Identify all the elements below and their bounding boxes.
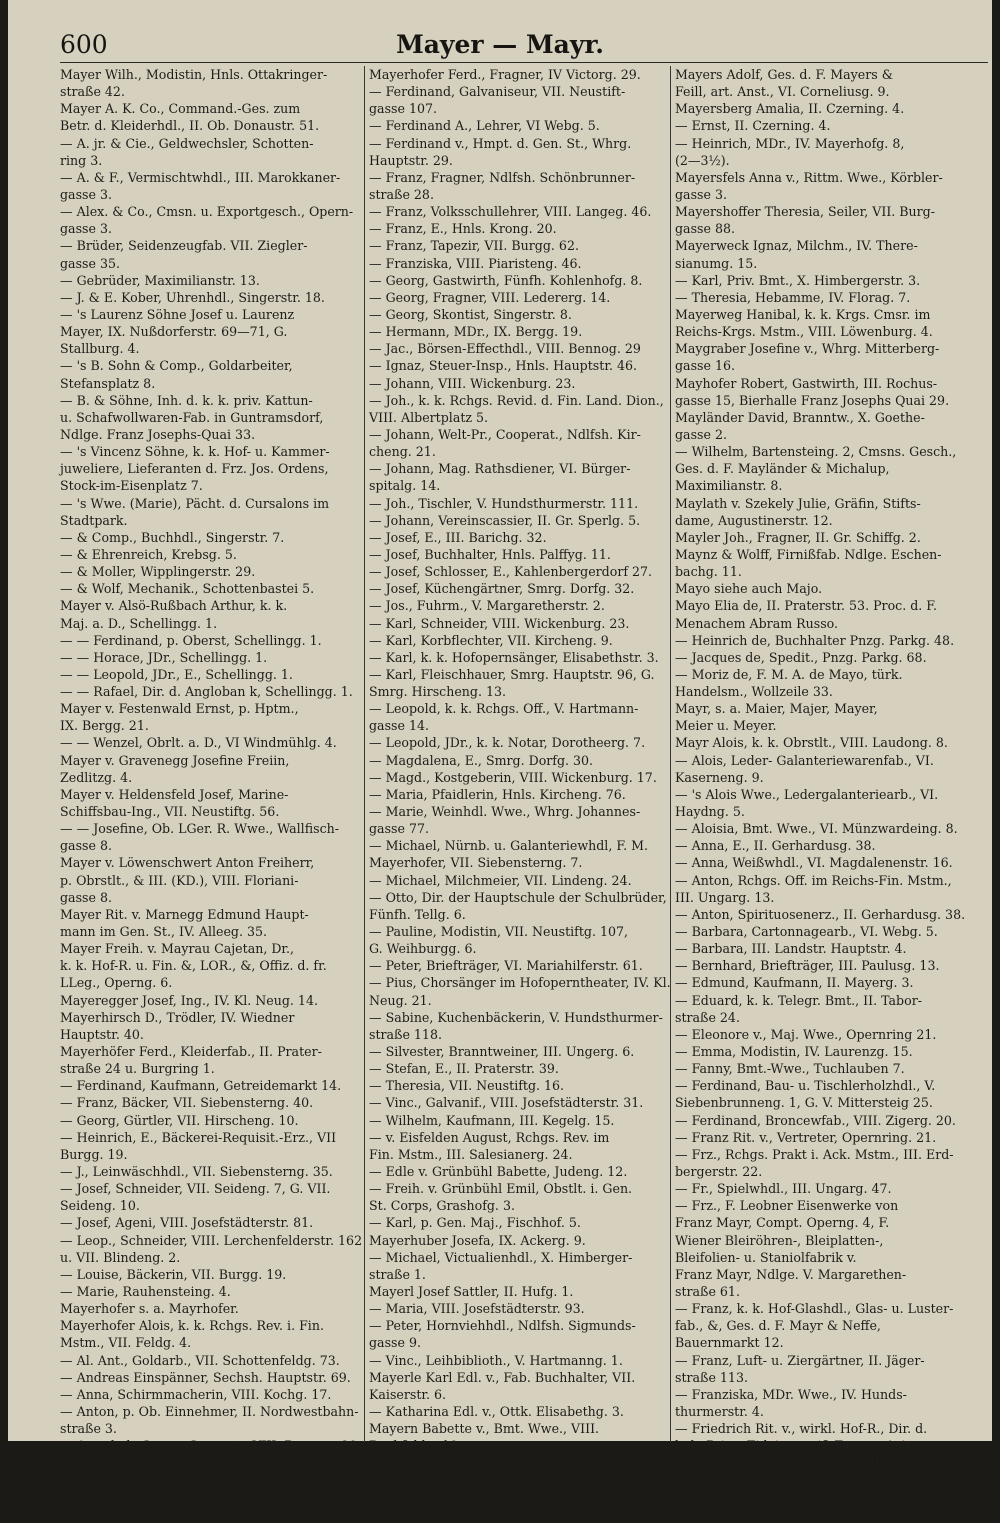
entry-line: Hauptstr. 40. — [60, 1026, 144, 1042]
entry-line: Stefansplatz 8. — [60, 375, 156, 391]
entry-line: — Franz, Volksschullehrer, VIII. Langeg. 46. — [369, 204, 652, 220]
entry-line: — — Josefine, Ob. LGer. R. Wwe., Wallfisch- — [60, 821, 339, 837]
entry-line: Mayer Wilh., Modistin, Hnls. Ottakringer- — [60, 67, 328, 82]
entry-line: — Ignaz, Steuer-Insp., Hnls. Hauptstr. 46. — [369, 358, 638, 374]
entry-line: straße 24. — [675, 1009, 740, 1025]
entry-line: Bauernmarkt 12. — [675, 1335, 784, 1351]
entry-line: Siebenbrunneng. 1, G. V. Mittersteig 25. — [675, 1095, 933, 1111]
entry-line: Reichs-Krgs. Mstm., VIII. Löwenburg. 4. — [675, 324, 933, 340]
entry-line: — Pauline, Modistin, VII. Neustiftg. 107, — [369, 924, 629, 940]
entry-line: Mayerhöfer Ferd., Kleiderfab., II. Prater- — [60, 1044, 322, 1060]
entry-line: III. Ungarg. 13. — [675, 889, 775, 905]
entry-line: — Franz, Fragner, Ndlfsh. Schönbrunner- — [369, 169, 636, 185]
entry-line: — Johann, Vereinscassier, II. Gr. Sperlg. 5. — [369, 512, 641, 528]
entry-line: — Marie, Weinhdl. Wwe., Whrg. Johannes- — [369, 804, 641, 820]
entry-line: — Maria, VIII. Josefstädterstr. 93. — [369, 1301, 585, 1317]
entry-line: Smrg. Hirscheng. 13. — [369, 684, 506, 700]
entry-line: — Anton, Rchgs. Off. im Reichs-Fin. Mstm., — [675, 872, 952, 888]
entry-line: gasse 107. — [369, 101, 437, 117]
entry-line: — Josef, Küchengärtner, Smrg. Dorfg. 32. — [369, 581, 635, 597]
column-left — [60, 66, 363, 1522]
entry-line: Handelsm., Wollzeile 33. — [675, 684, 833, 700]
entry-line: — — Ferdinand, p. Oberst, Schellingg. 1. — [60, 632, 322, 648]
entry-line: — Sabine, Kuchenbäckerin, V. Hundsthurmer- — [369, 1009, 663, 1025]
entry-line: — Josef, Ageni, VIII. Josefstädterstr. 81. — [60, 1215, 314, 1231]
entry-line: straße 61. — [675, 1283, 740, 1299]
entry-line: — Georg, Skontist, Singerstr. 8. — [369, 306, 572, 322]
entry-line: — Ferdinand v., Hmpt. d. Gen. St., Whrg. — [369, 135, 632, 151]
entry-line: gasse 8. — [60, 889, 112, 905]
entry-line: gasse 2. — [675, 426, 727, 442]
entry-line: — Leop., Schneider, VIII. Lerchenfelderstr. 162 — [60, 1232, 363, 1248]
entry-line: Mstm., III. Landstr. Hauptstr. 74. — [369, 1489, 581, 1505]
entry-line: — Franz, E., Hnls. Krong. 20. — [369, 221, 557, 237]
entry-line: — — Horace, JDr., Schellingg. 1. — [60, 649, 268, 665]
entry-line: — Franz, k. k. Hof-Glashdl., Glas- u. Luster- — [675, 1301, 954, 1317]
entry-line: gasse 14. — [369, 718, 429, 734]
entry-line: Schiffsbau-Ing., VII. Neustiftg. 56. — [60, 804, 280, 820]
entry-line: Franz Mayr, Compt. Operng. 4, F. — [675, 1215, 890, 1231]
entry-line: — Theresia, Hebamme, IV. Florag. 7. — [675, 289, 911, 305]
entry-line: — Barbara, III. Landstr. Hauptstr. 4. — [675, 941, 907, 957]
entry-line: Mayersfels Anna v., Rittm. Wwe., Körbler- — [675, 169, 943, 185]
entry-line: — Josef, Buchhalter, Hnls. Palffyg. 11. — [369, 546, 611, 562]
entry-line: straße 28. — [369, 186, 434, 202]
entry-line: Hauptstr. 29. — [369, 152, 453, 168]
entry-line: — Jac., Börsen-Effecthdl., VIII. Bennog. 29 — [369, 341, 641, 357]
entry-line: — Karl, k. k. Hofopernsänger, Elisabethstr. 3. — [369, 649, 659, 665]
column-middle — [364, 66, 671, 1522]
entry-line: — Franz, Luft- u. Ziergärtner, II. Jäger- — [675, 1352, 925, 1368]
entry-line: — Ernst, II. Czerning. 4. — [675, 118, 831, 134]
entry-line: Burgg. 19. — [60, 1146, 128, 1162]
entry-line: k. k. Priv.-, Fideicommiß-Fam. u. Avit. — [675, 1438, 915, 1454]
column-right — [670, 66, 971, 1522]
entry-line: p. Obrstlt., & III. (KD.), VIII. Floriani- — [60, 872, 299, 888]
entry-line: Mayerhofer, VII. Siebensterng. 7. — [369, 855, 583, 871]
entry-line: Haydng. 5. — [675, 804, 745, 820]
entry-line: St. Corps, Grashofg. 3. — [369, 1198, 515, 1214]
entry-line: gasse 16. — [675, 358, 735, 374]
entry-line: — Michael, Milchmeier, VII. Lindeng. 24. — [369, 872, 632, 888]
entry-line: — 's B. Sohn & Comp., Goldarbeiter, — [60, 358, 293, 374]
entry-line: — Georg, Fragner, VIII. Ledererg. 14. — [369, 289, 611, 305]
entry-line: — Franz, Tapezir, VII. Burgg. 62. — [369, 238, 579, 254]
entry-line: thurmerstr. 4. — [675, 1403, 764, 1419]
entry-line: spitalg. 14. — [369, 478, 441, 494]
entry-line: — 's Wwe. (Marie), Pächt. d. Cursalons im — [60, 495, 330, 511]
entry-line: — v. Eisfelden August, Rchgs. Rev. im — [369, 1129, 610, 1145]
entry-line: gasse 8. — [60, 838, 112, 854]
entry-line: gasse 3. — [675, 186, 727, 202]
entry-line: Mayer v. Heldensfeld Josef, Marine- — [60, 786, 289, 802]
entry-line: — Magdalena, E., Smrg. Dorfg. 30. — [369, 752, 594, 768]
entry-line: — B. & Söhne, Inh. d. k. k. priv. Kattun- — [60, 392, 313, 408]
entry-line: Mayer, IX. Nußdorferstr. 69—71, G. — [60, 324, 288, 340]
entry-line: — Barbara, Cartonnagearb., VI. Webg. 5. — [675, 924, 938, 940]
entry-line: — J. & E. Kober, Uhrenhdl., Singerstr. 18. — [60, 289, 325, 305]
entry-line: — & Wolf, Mechanik., Schottenbastei 5. — [60, 581, 315, 597]
entry-line: — Otto, Dir. der Hauptschule der Schulbrüder, — [369, 889, 667, 905]
entry-line: ring 3. — [60, 152, 103, 168]
entry-line: — Maria, Pfaidlerin, Hnls. Kircheng. 76. — [369, 786, 626, 802]
entry-line: Stadtpark. — [60, 512, 128, 528]
entry-line: — Wilhelm, Kaufmann, III. Kegelg. 15. — [369, 1112, 615, 1128]
entry-line: gasse 9. — [369, 1335, 421, 1351]
entry-line: Mayern Babette v., Bmt. Wwe., VIII. — [369, 1421, 600, 1437]
entry-line: — Eleonore v., Maj. Wwe., Opernring 21. — [675, 1026, 937, 1042]
entry-line: — 's Alois Wwe., Ledergalanteriearb., VI. — [675, 786, 939, 802]
entry-line: — Georg, Gastwirth, Fünfh. Kohlenhofg. 8. — [369, 272, 643, 288]
entry-line: — Louise, Bäckerin, VII. Burgg. 19. — [60, 1266, 287, 1282]
entry-line: — Michael, Victualienhdl., X. Himberger- — [369, 1249, 633, 1265]
entry-line: — J., Leinwäschhdl., VII. Siebensterng. 35. — [60, 1164, 333, 1179]
entry-line: u. Schafwollwaren-Fab. in Guntramsdorf, — [60, 409, 324, 425]
page-title: Mayer — Mayr. — [396, 30, 604, 59]
entry-line: Mayr Alois, k. k. Obrstlt., VIII. Laudong. 8. — [675, 735, 948, 751]
entry-line: Maygraber Josefine v., Whrg. Mitterberg- — [675, 341, 940, 357]
entry-line: Mayerhofer Ferd., Fragner, IV Victorg. 29. — [369, 67, 641, 82]
entry-line: Mayer Freih. v. Mayrau Cajetan, Dr., — [60, 941, 295, 957]
entry-line: cheng. 21. — [369, 444, 436, 460]
entry-line: Mayeregger Josef, Ing., IV. Kl. Neug. 14. — [60, 992, 318, 1008]
entry-line: straße 42. — [60, 84, 125, 100]
entry-line: — Franz Rit. v., Vertreter, Opernring. 21. — [675, 1129, 937, 1145]
entry-line: fab., &, Ges. d. F. Mayr & Neffe, — [675, 1318, 881, 1334]
entry-line: Franz Mayr, Ndlge. V. Margarethen- — [675, 1266, 907, 1282]
entry-line: gasse 77. — [369, 821, 429, 837]
entry-line: Mayer Rit. v. Marnegg Edmund Haupt- — [60, 906, 309, 922]
entry-line: u. VII. Blindeng. 2. — [60, 1249, 181, 1265]
entry-line: — Freih. v. Grünbühl Emil, Obstlt. i. Gen. — [369, 1181, 633, 1197]
entry-line: — Franz, Hptm. im Expd. d. Reichs-Krgs. — [369, 1472, 632, 1488]
entry-line: VIII. Albertplatz 5. — [369, 409, 489, 425]
entry-line: Fonds-Cassen-Dion., LOR., & III., R. d. fr. — [675, 1455, 939, 1471]
entry-line: straße 3. — [60, 1421, 117, 1437]
entry-line: Maylath v. Szekely Julie, Gräfin, Stifts- — [675, 495, 921, 511]
entry-line: bachg. 11. — [675, 564, 742, 580]
entry-line: mann im Gen. St., IV. Alleeg. 35. — [60, 924, 268, 940]
entry-line: — Joh., k. k. Rchgs. Revid. d. Fin. Land. Dion., — [369, 392, 664, 408]
entry-line: Mayerle Karl Edl. v., Fab. Buchhalter, VII. — [369, 1369, 636, 1385]
entry-line: Mayer v. Festenwald Ernst, p. Hptm., — [60, 701, 299, 717]
entry-line: — Friedrich Rit. v., wirkl. Hof-R., Dir. d. — [675, 1421, 928, 1437]
entry-line: — & Moller, Wipplingerstr. 29. — [60, 564, 256, 580]
entry-line: Mayerweck Ignaz, Milchm., IV. There- — [675, 238, 918, 254]
entry-line: — Heinrich de, Buchhalter Pnzg. Parkg. 48. — [675, 632, 955, 648]
entry-line: — Eduard, k. k. Telegr. Bmt., II. Tabor- — [675, 992, 922, 1008]
entry-line: Medj. O. III., Offiz. d. tosc. Civ. V. O., — [675, 1489, 908, 1505]
entry-line: — Vinc., Galvanif., VIII. Josefstädterstr. 31. — [369, 1095, 644, 1111]
entry-line: gasse 88. — [675, 221, 735, 237]
entry-line: Mayr, s. a. Maier, Majer, Mayer, — [675, 701, 878, 717]
entry-line: gasse 35. — [60, 255, 120, 271]
entry-line: — Vinc., Leihbiblioth., V. Hartmanng. 1. — [369, 1352, 623, 1368]
entry-line: — Magd., Kostgeberin, VIII. Wickenburg. 17. — [369, 769, 657, 785]
entry-line: Mayhofer Robert, Gastwirth, III. Rochus- — [675, 375, 938, 391]
entry-line: — Josef, Schlosser, E., Kahlenbergerdorf 27. — [369, 564, 653, 580]
entry-line: — — Wenzel, Obrlt. a. D., VI Windmühlg. 4. — [60, 735, 337, 751]
entry-line: Mayerl Josef Sattler, II. Hufg. 1. — [369, 1283, 574, 1299]
entry-line: — Anna, Schirmmacherin, VIII. Kochg. 17. — [60, 1386, 332, 1402]
entry-line: — Anton, p. Ob. Einnehmer, II. Nordwestbahn- — [60, 1403, 359, 1419]
directory-page — [8, 0, 992, 1522]
entry-line: — Karl, Korbflechter, VII. Kircheng. 9. — [369, 632, 613, 648]
entry-line: — Katharina Edl. v., Ottk. Elisabethg. 3. — [369, 1403, 624, 1419]
entry-line: — Bernhard, E., Hnls. Mitterberg. 35. — [60, 1472, 303, 1488]
entry-line: — Ant., k. k. Steuer-Sequest., VIII. Bennog. 29. — [60, 1438, 362, 1454]
entry-line: straße 113. — [675, 1369, 748, 1385]
entry-line: V. Hundsthurmerstr. 21. — [675, 1506, 829, 1522]
entry-line: — Ferdinand, Kaufmann, Getreidemarkt 14. — [60, 1078, 342, 1094]
header-rule — [60, 62, 988, 63]
entry-line: — Heinrich, MDr., IV. Mayerhofg. 8, — [675, 135, 905, 151]
entry-line: — Fanny, Bmt.-Wwe., Tuchlauben 7. — [675, 1061, 905, 1077]
entry-line: — Johann, Mag. Rathsdiener, VI. Bürger- — [369, 461, 631, 477]
entry-line: k. k. Hof-R. u. Fin. &, LOR., &, Offiz. d. fr. — [60, 958, 327, 974]
entry-line: — Leopold, k. k. Rchgs. Off., V. Hartmann- — [369, 701, 639, 717]
entry-line: — Jacques de, Spedit., Pnzg. Parkg. 68. — [675, 649, 927, 665]
entry-line: Feill, art. Anst., VI. Corneliusg. 9. — [675, 84, 890, 100]
entry-line: — Alex. & Co., Cmsn. u. Exportgesch., Opern- — [60, 204, 354, 220]
entry-line: Mayer A. K. Co., Command.-Ges. zum — [60, 101, 301, 117]
entry-line: bergerstr. 22. — [675, 1164, 763, 1179]
entry-line: Mstm., VII. Feldg. 4. — [60, 1335, 192, 1351]
entry-line: — Fr., Spielwhdl., III. Ungarg. 47. — [675, 1181, 892, 1197]
entry-line: — Frz., F. Leobner Eisenwerke von — [675, 1198, 899, 1214]
entry-line: — Emma, Modistin, IV. Laurenzg. 15. — [675, 1044, 913, 1060]
entry-line: — Emilie, Spiegelg. 21. — [60, 1506, 210, 1522]
entry-line: — Edmund, Kaufmann, II. Mayerg. 3. — [675, 975, 914, 991]
entry-line: — Jos., Fuhrm., V. Margaretherstr. 2. — [369, 598, 605, 614]
entry-line: — Karl, Fleischhauer, Smrg. Hauptstr. 96, G. — [369, 666, 655, 682]
entry-line: IX. Bergg. 21. — [60, 718, 149, 734]
entry-line: LLeg., Operng. 6. — [60, 975, 173, 991]
entry-line: Maj. a. D., Schellingg. 1. — [60, 615, 218, 631]
entry-line: (2—3½). — [675, 152, 730, 168]
entry-line: Mayerhuber Josefa, IX. Ackerg. 9. — [369, 1232, 586, 1248]
entry-line: — Hermann, MDr., IX. Bergg. 19. — [369, 324, 583, 340]
entry-line: — Wilhelm, Bartensteing. 2, Cmsns. Gesch., — [675, 444, 957, 460]
entry-line: Mayershoffer Theresia, Seiler, VII. Burg- — [675, 204, 935, 220]
entry-line: Mayer v. Gravenegg Josefine Freiin, — [60, 752, 290, 768]
entry-line: — Anna, E., II. Gerhardusg. 38. — [675, 838, 876, 854]
entry-line: — Karl, p. Gen. Maj., Fischhof. 5. — [369, 1215, 581, 1231]
entry-line: sianumg. 15. — [675, 255, 758, 271]
entry-line: — Ferdinand, Galvaniseur, VII. Neustift- — [369, 84, 626, 100]
entry-line: Mayo siehe auch Majo. — [675, 581, 823, 597]
entry-line: — Edle v. Grünbühl Babette, Judeng. 12. — [369, 1164, 628, 1179]
entry-line: — Elisab., Kaffeeschank. Ndlfsh. Schmidg. 26. — [60, 1489, 356, 1505]
entry-line: — Georg, Gürtler, VII. Hirscheng. 10. — [60, 1112, 299, 1128]
entry-line: — & Comp., Buchhdl., Singerstr. 7. — [60, 529, 285, 545]
entry-line: Stock-im-Eisenplatz 7. — [60, 478, 203, 494]
entry-line: — Josef, Schneider, VII. Seideng. 7, G. VII. — [60, 1181, 331, 1197]
entry-line: Mayer v. Löwenschwert Anton Freiherr, — [60, 855, 315, 871]
entry-line: Zedlitzg. 4. — [60, 769, 133, 785]
entry-line: — 's Laurenz Söhne Josef u. Laurenz — [60, 306, 295, 322]
entry-line: — Marie, Rauhensteing. 4. — [60, 1283, 231, 1299]
entry-line: — — Rafael, Dir. d. Angloban k, Schellingg. 1. — [60, 684, 353, 700]
entry-line: Menachem Abram Russo. — [675, 615, 839, 631]
entry-line: — Anna, Weißwhdl., VI. Magdalenenstr. 16. — [675, 855, 953, 871]
entry-line: Kaserneng. 9. — [675, 769, 764, 785]
entry-line: Mayerweg Hanibal, k. k. Krgs. Cmsr. im — [675, 306, 931, 322]
entry-line: — Ferdinand, Bau- u. Tischlerholzhdl., V. — [675, 1078, 936, 1094]
entry-line: — Franziska, VIII. Piaristeng. 46. — [369, 255, 582, 271]
page-header — [8, 30, 992, 64]
entry-line: — Heinrich, E., Bäckerei-Requisit.-Erz., VII — [60, 1129, 337, 1145]
page-number: 600 — [60, 30, 108, 59]
entry-line: — 's Vincenz Söhne, k. k. Hof- u. Kammer- — [60, 444, 330, 460]
entry-line: Stallburg. 4. — [60, 341, 140, 357]
entry-line: gasse 3. — [60, 186, 112, 202]
entry-line: — Moriz de, F. M. A. de Mayo, türk. — [675, 666, 903, 682]
entry-line: — Johann, Welt-Pr., Cooperat., Ndlfsh. Kir- — [369, 426, 641, 442]
entry-line: — Karl, Hptm., III. Landstr. Hauptstr. 72. — [369, 1506, 632, 1522]
entry-line: juweliere, Lieferanten d. Frz. Jos. Ordens, — [60, 461, 329, 477]
entry-line: Bleifolien- u. Staniolfabrik v. — [675, 1249, 857, 1265]
entry-line: — — Leopold, JDr., E., Schellingg. 1. — [60, 666, 293, 682]
entry-line: — Leopold, JDr., k. k. Notar, Dorotheerg. 7. — [369, 735, 646, 751]
entry-line: — Silvester, Branntweiner, III. Ungerg. 6. — [369, 1044, 635, 1060]
entry-line: Maximilianstr. 8. — [675, 478, 783, 494]
entry-line: — Stefan, E., II. Praterstr. 39. — [369, 1061, 559, 1077]
entry-line: Mayerhirsch D., Trödler, IV. Wiedner — [60, 1009, 295, 1025]
entry-line: straße 24 u. Burgring 1. — [60, 1061, 215, 1077]
entry-line: dame, Augustinerstr. 12. — [675, 512, 833, 528]
entry-line: Mayo Elia de, II. Praterstr. 53. Proc. d. F. — [675, 598, 938, 614]
entry-line: Mayler Joh., Fragner, II. Gr. Schiffg. 2. — [675, 529, 921, 545]
entry-line: Mayländer David, Branntw., X. Goethe- — [675, 409, 925, 425]
entry-line: — Ferdinand A., Lehrer, VI Webg. 5. — [369, 118, 600, 134]
entry-line: — Karl, Priv. Bmt., X. Himbergerstr. 3. — [675, 272, 921, 288]
entry-line: — Alois, Leder- Galanteriewarenfab., VI. — [675, 752, 934, 768]
entry-line: Wiener Bleiröhren-, Bleiplatten-, — [675, 1232, 884, 1248]
entry-line: — A. jr. & Cie., Geldwechsler, Schotten- — [60, 135, 314, 151]
entry-line: Mayerhofer Alois, k. k. Rchgs. Rev. i. Fin. — [60, 1318, 324, 1334]
entry-line: — A. & F., Vermischtwhdl., III. Marokkaner- — [60, 169, 341, 185]
entry-line: — Anton, Kaffeesieder, Smrg. Hauptstr. 25. — [60, 1455, 337, 1471]
entry-line: — Brüder, Seidenzeugfab. VII. Ziegler- — [60, 238, 308, 254]
entry-line: — Peter, Briefträger, VI. Mariahilferstr. 61. — [369, 958, 643, 974]
entry-line: Maynz & Wolff, Firnißfab. Ndlge. Eschen- — [675, 546, 942, 562]
entry-line: Mayer v. Alsö-Rußbach Arthur, k. k. — [60, 598, 288, 614]
entry-line: LLeg., Offiz. d. grch. EO., Bes. d. türk. — [675, 1472, 920, 1488]
entry-line: — Johann, VIII. Wickenburg. 23. — [369, 375, 576, 391]
entry-line: — Andreas Einspänner, Sechsh. Hauptstr. 69. — [60, 1369, 351, 1385]
entry-line: — Ferdinand, Broncewfab., VIII. Zigerg. 20. — [675, 1112, 956, 1128]
entry-line: — Theresia, VII. Neustiftg. 16. — [369, 1078, 565, 1094]
entry-line: — Joh., Tischler, V. Hundsthurmerstr. 111. — [369, 495, 639, 511]
entry-line: — Franziska, MDr. Wwe., IV. Hunds- — [675, 1386, 907, 1402]
entry-line: straße 1. — [369, 1266, 426, 1282]
entry-line: — & Ehrenreich, Krebsg. 5. — [60, 546, 237, 562]
entry-line: — Gebrüder, Maximilianstr. 13. — [60, 272, 260, 288]
entry-line: — Peter, Hornviehhdl., Ndlfsh. Sigmunds- — [369, 1318, 636, 1334]
entry-line: Neug. 21. — [369, 992, 432, 1008]
entry-line: Fin. Mstm., III. Salesianerg. 24. — [369, 1146, 573, 1162]
entry-line: Kaiserstr. 6. — [369, 1386, 447, 1402]
entry-line: Fünfh. Tellg. 6. — [369, 906, 466, 922]
entry-line: — Michael, Nürnb. u. Galanteriewhdl, F. M. — [369, 838, 649, 854]
entry-line: — Anton, Spirituosenerz., II. Gerhardusg. 38. — [675, 906, 966, 922]
entry-line: — Frz., Rchgs. Prakt i. Ack. Mstm., III. Erd- — [675, 1146, 954, 1162]
entry-line: Mayersberg Amalia, II. Czerning. 4. — [675, 101, 905, 117]
entry-line: — Aloisia, Bmt. Wwe., VI. Münzwardeing. 8. — [675, 821, 958, 837]
entry-line: Ndlge. Franz Josephs-Quai 33. — [60, 426, 256, 442]
entry-line: Betr. d. Kleiderhdl., II. Ob. Donaustr. 51. — [60, 118, 320, 134]
entry-line: Meier u. Meyer. — [675, 718, 777, 734]
entry-line: Mayers Adolf, Ges. d. F. Mayers & — [675, 67, 893, 82]
entry-line: — Franz, Bäcker, VII. Siebensterng. 40. — [60, 1095, 314, 1111]
entry-line: — Karl, Schneider, VIII. Wickenburg. 23. — [369, 615, 630, 631]
entry-line: — Franz v., p. Min. R., Gauermanng. 4. — [369, 1455, 618, 1471]
entry-line: gasse 15, Bierhalle Franz Josephs Quai 29. — [675, 392, 950, 408]
entry-line: — Al. Ant., Goldarb., VII. Schottenfeldg. 73. — [60, 1352, 340, 1368]
entry-line: — Pius, Chorsänger im Hofoperntheater, IV. Kl. — [369, 975, 671, 991]
entry-line: Seideng. 10. — [60, 1198, 140, 1214]
entry-line: straße 118. — [369, 1026, 442, 1042]
entry-line: G. Weihburgg. 6. — [369, 941, 477, 957]
entry-line: Mayerhofer s. a. Mayrhofer. — [60, 1301, 239, 1317]
entry-line: gasse 3. — [60, 221, 112, 237]
entry-line: — Josef, E., III. Barichg. 32. — [369, 529, 547, 545]
entry-line: — Bernhard, Briefträger, III. Paulusg. 13. — [675, 958, 940, 974]
entry-line: Buchfeldg. 19. — [369, 1438, 462, 1454]
entry-line: Ges. d. F. Mayländer & Michalup, — [675, 461, 890, 477]
